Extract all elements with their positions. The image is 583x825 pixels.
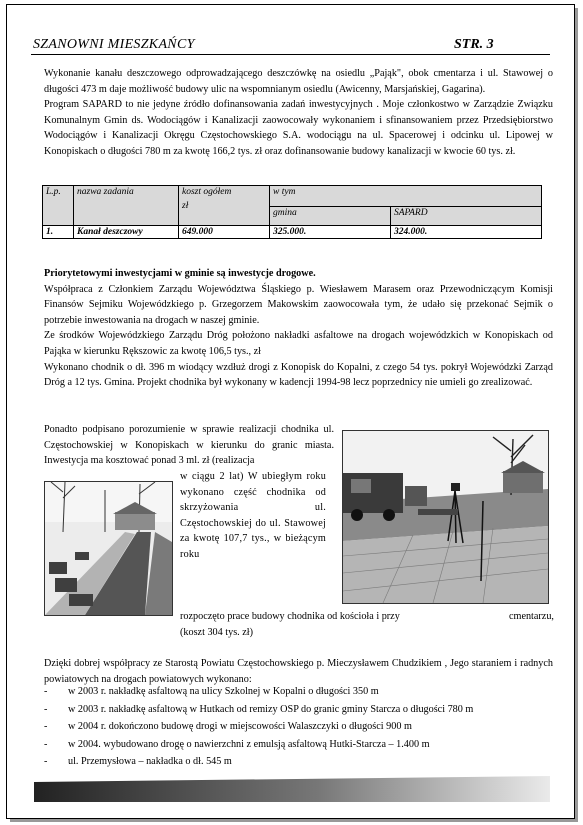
road-works-list <box>44 683 549 771</box>
list-item: - w 2004. wybudowano drogę o nawierzchni z emulsją asfaltową Hutki-Starcza – 1.400 m <box>44 736 549 754</box>
cell-lp: 1. <box>43 226 74 239</box>
newsletter-title: SZANOWNI MIESZKAŃCY <box>33 37 195 52</box>
list-item: - w 2003 r. nakładkę asfaltową w Hutkach od remizy OSP do granic gminy Starcza o długości 780 m <box>44 701 549 719</box>
intro-text: Wykonanie kanału deszczowego odprowadzającego deszczówkę na osiedlu „Pająk", obok cmentarza i ul. Stawowej o długości 473 m daje możliwość budowy ulic na wspomnianym osiedlu (Awicenny, Marsjańskiej, Gagarina). <box>44 68 553 95</box>
cell-name: Kanał deszczowy <box>74 226 179 239</box>
sidewalk-tail-2: (koszt 304 tys. zł) <box>180 627 253 638</box>
page-shadow-right <box>575 8 578 820</box>
sidewalk-tail-1b: cmentarzu, <box>509 611 554 622</box>
roads-paragraph-3: Wykonano chodnik o dł. 396 m wiodący wzdłuż drogi z Konopisk do Kopalni, z czego 54 tys. pokrył Wojewódzki Zarząd Dróg a 12 tys. Gmina. Projekt chodnika był wykonany w kadencji 1994-98 lecz poprzednicy nie umieli go zrealizować. <box>44 361 553 389</box>
cell-gmina: 325.000. <box>270 226 391 239</box>
footer-gradient-bar <box>34 776 550 802</box>
col-total-unit: zł <box>182 201 189 211</box>
col-total-label: koszt ogółem <box>182 187 232 197</box>
investment-table <box>42 185 542 239</box>
sidewalk-tail-1: rozpoczęto prace budowy chodnika od kościoła i przy <box>180 611 400 622</box>
col-lp: L.p. <box>43 186 74 226</box>
col-gmina: gmina <box>270 207 391 226</box>
col-sapard: SAPARD <box>391 207 542 226</box>
roads-heading: Priorytetowymi inwestycjami w gminie są inwestycje drogowe. <box>44 268 316 279</box>
page-number: STR. 3 <box>454 37 494 52</box>
list-item: - ul. Przemysłowa – nakładka o dł. 545 m <box>44 753 549 771</box>
sapard-paragraph: Program SAPARD to nie jedyne źródło dofinansowania zadań inwestycyjnych . Moje członkostwo w Zarządzie Związku Komunalnym Gmin ds. Wodociągów i Kanalizacji zaowocowały wykonaniem i sfinansowaniem przez Przedsiębiorstwo Wodociągów i Kanalizacji Okręgu Częstochowskiego S.A. wodociągu na ul. Spacerowej i odcinku ul. Lipowej w Konopiskach o długości 780 m za kwotę 166,2 tys. zł oraz dofinansowanie budowy kanalizacji w kwocie 60 tys. zł. <box>44 99 553 157</box>
construction-photo <box>342 430 549 604</box>
intro-paragraph <box>44 66 553 160</box>
roads-section <box>44 266 553 391</box>
list-item: - w 2004 r. dokończono budowę drogi w miejscowości Walaszczyki o długości 900 m <box>44 718 549 736</box>
header-rule <box>31 54 550 55</box>
sidewalk-narrow-text: w ciągu 2 lat) W ubiegłym roku wykonano część chodnika od skrzyżowania ul. Częstochowskiej do ul. Stawowej za kwotę 107,7 tys., w bieżącym roku <box>180 471 326 560</box>
roads-paragraph-2: Ze środków Wojewódzkiego Zarządu Dróg położono nakładki asfaltowe na drogach wojewódzkich w Konopiskach od Pająka w kierunku Rększowic za kwotę 106,5 tys., zł <box>44 330 553 357</box>
sidewalk-intro: Ponadto podpisano porozumienie w sprawie realizacji chodnika ul. Częstochowskiej w Konopiskach w kierunku do granic miasta. Inwestycja ma kosztować ponad 3 ml. zł (realizacja <box>44 424 334 467</box>
sidewalk-photo <box>44 481 173 616</box>
cell-total: 649.000 <box>179 226 270 239</box>
col-incl: w tym <box>270 186 542 207</box>
col-total <box>179 186 270 226</box>
page-shadow-bottom <box>10 819 578 822</box>
list-item: - w 2003 r. nakładkę asfaltową na ulicy Szkolnej w Kopalni o długości 350 m <box>44 683 549 701</box>
table-row <box>43 226 542 239</box>
starosta-text: Dzięki dobrej współpracy ze Starostą Powiatu Częstochowskiego p. Mieczysławem Chudzikiem , Jego staraniem i radnych powiatowych na drogach powiatowych wykonano: <box>44 658 553 685</box>
roads-paragraph-1: Współpraca z Członkiem Zarządu Województwa Śląskiego p. Wiesławem Marasem oraz Przewodniczącym Komisji Finansów Sejmiku Wojewódzkiego p. Grzegorzem Makowskim zaowocowała tym, że udało się przekonać Sejmik o potrzebie inwestowania na drogach w naszej gminie. <box>44 283 553 326</box>
col-name: nazwa zadania <box>74 186 179 226</box>
cell-sapard: 324.000. <box>391 226 542 239</box>
